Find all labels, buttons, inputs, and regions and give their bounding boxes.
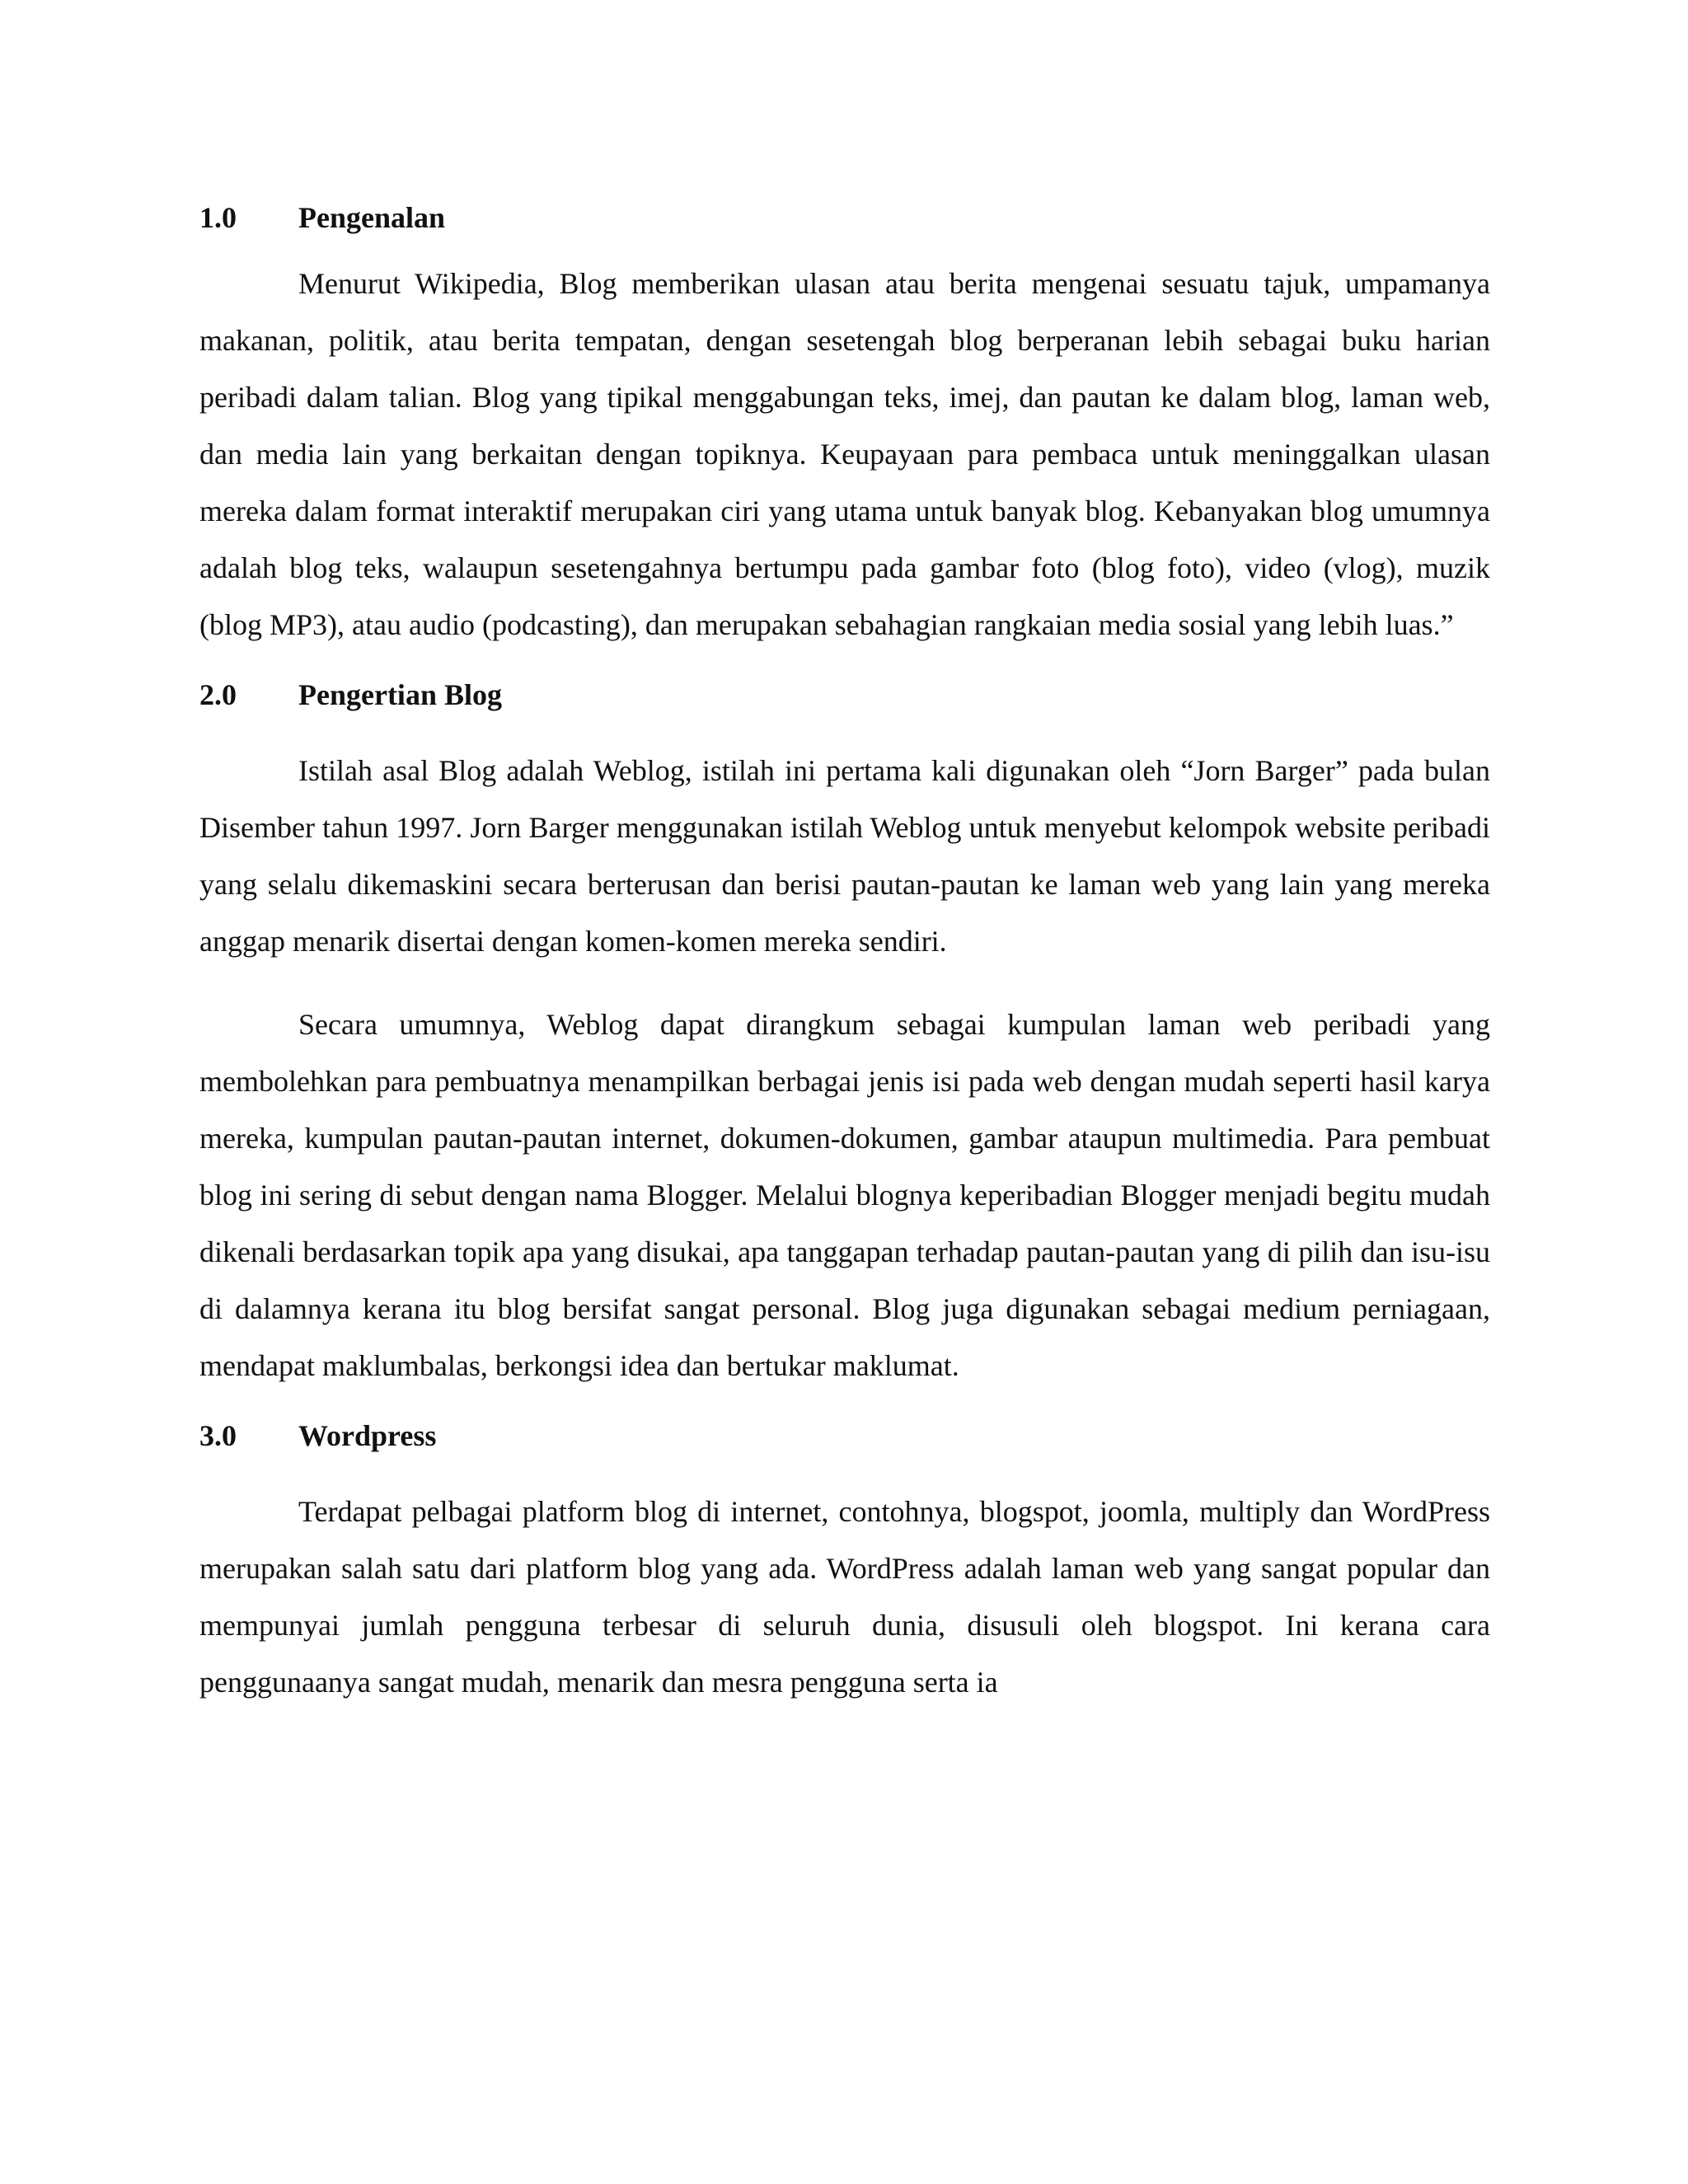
section-number: 3.0 <box>199 1419 237 1452</box>
section-title: Pengenalan <box>298 201 446 234</box>
paragraph: Istilah asal Blog adalah Weblog, istilah ini pertama kali digunakan oleh “Jorn Barger” pada bulan Disember tahun 1997. Jorn Barger menggunakan istilah Weblog untuk menyebut kelompok website peribadi yang selalu dikemaskini secara berterusan dan berisi pautan-pautan ke laman web yang lain yang mereka anggap menarik disertai dengan komen-komen mereka sendiri. <box>199 754 1490 958</box>
section-number: 1.0 <box>199 201 237 234</box>
document-body <box>199 194 1490 1711</box>
paragraph: Menurut Wikipedia, Blog memberikan ulasan atau berita mengenai sesuatu tajuk, umpamanya makanan, politik, atau berita tempatan, dengan sesetengah blog berperanan lebih sebagai buku harian peribadi dalam talian. Blog yang tipikal menggabungan teks, imej, dan pautan ke dalam blog, laman web, dan media lain yang berkaitan dengan topiknya. Keupayaan para pembaca untuk meninggalkan ulasan mereka dalam format interaktif merupakan ciri yang utama untuk banyak blog. Kebanyakan blog umumnya adalah blog teks, walaupun sesetengahnya bertumpu pada gambar foto (blog foto), video (vlog), muzik (blog MP3), atau audio (podcasting), dan merupakan sebahagian rangkaian media sosial yang lebih luas.” <box>199 267 1490 641</box>
section-heading-wordpress <box>199 1413 1490 1459</box>
section-title: Wordpress <box>298 1419 437 1452</box>
section-heading-pengertian-blog <box>199 672 1490 718</box>
paragraph: Terdapat pelbagai platform blog di internet, contohnya, blogspot, joomla, multiply dan WordPress merupakan salah satu dari platform blog yang ada. WordPress adalah laman web yang sangat popular dan mempunyai jumlah pengguna terbesar di seluruh dunia, disusuli oleh blogspot. Ini kerana cara penggunaanya sangat mudah, menarik dan mesra pengguna serta ia <box>199 1495 1490 1699</box>
paragraph: Secara umumnya, Weblog dapat dirangkum sebagai kumpulan laman web peribadi yang membolehkan para pembuatnya menampilkan berbagai jenis isi pada web dengan mudah seperti hasil karya mereka, kumpulan pautan-pautan internet, dokumen-dokumen, gambar ataupun multimedia. Para pembuat blog ini sering di sebut dengan nama Blogger. Melalui blognya keperibadian Blogger menjadi begitu mudah dikenali berdasarkan topik apa yang disukai, apa tanggapan terhadap pautan-pautan yang di pilih dan isu-isu di dalamnya kerana itu blog bersifat sangat personal. Blog juga digunakan sebagai medium perniagaan, mendapat maklumbalas, berkongsi idea dan bertukar maklumat. <box>199 1008 1490 1382</box>
section-number: 2.0 <box>199 678 237 711</box>
section-title: Pengertian Blog <box>298 678 502 711</box>
section-heading-pengenalan <box>199 194 1490 241</box>
